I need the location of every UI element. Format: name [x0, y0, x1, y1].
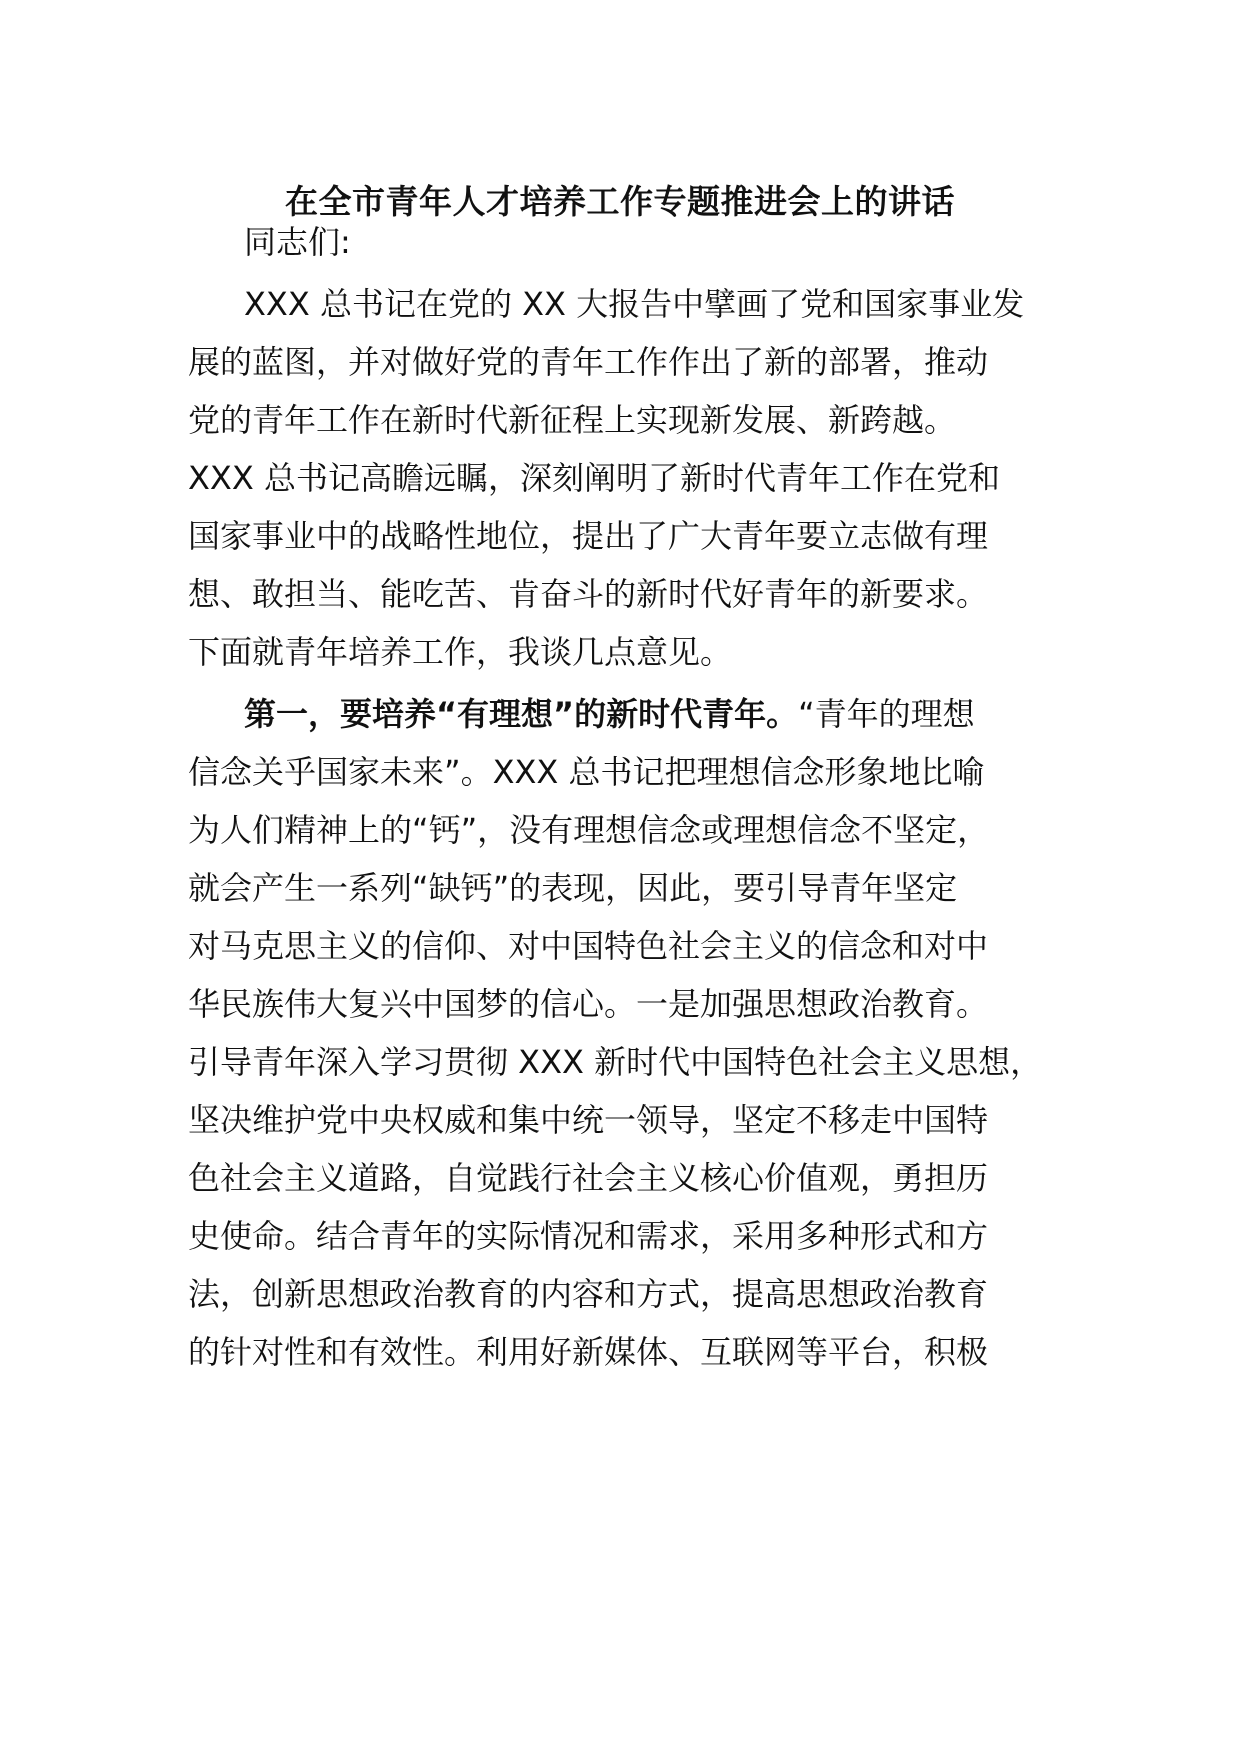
paragraph-line: 展的蓝图，并对做好党的青年工作作出了新的部署，推动	[188, 343, 989, 381]
paragraph-line: 党的青年工作在新时代新征程上实现新发展、新跨越。	[188, 401, 957, 439]
paragraph-line: 坚决维护党中央权威和集中统一领导，坚定不移走中国特	[188, 1101, 989, 1139]
paragraph-line: 信念关乎国家未来”。XXX 总书记把理想信念形象地比喻	[188, 753, 985, 791]
paragraph-line: 对马克思主义的信仰、对中国特色社会主义的信念和对中	[188, 927, 989, 965]
paragraph-line: 国家事业中的战略性地位，提出了广大青年要立志做有理	[188, 517, 989, 555]
paragraph-line: 想、敢担当、能吃苦、肯奋斗的新时代好青年的新要求。	[188, 575, 989, 613]
paragraph-line: 为人们精神上的“钙”，没有理想信念或理想信念不坚定，	[188, 811, 990, 849]
salutation: 同志们:	[244, 223, 351, 261]
paragraph-line: 引导青年深入学习贯彻 XXX 新时代中国特色社会主义思想，	[188, 1043, 1043, 1081]
paragraph-first-line	[244, 684, 975, 744]
page-title: 在全市青年人才培养工作专题推进会上的讲话	[285, 182, 955, 221]
section-heading: 第一，要培养“有理想”的新时代青年。	[244, 695, 799, 733]
paragraph-line: 就会产生一系列“缺钙”的表现，因此，要引导青年坚定	[188, 869, 958, 907]
paragraph-line: 华民族伟大复兴中国梦的信心。一是加强思想政治教育。	[188, 985, 989, 1023]
paragraph-text: “青年的理想	[798, 695, 975, 733]
paragraph-line: 下面就青年培养工作，我谈几点意见。	[188, 633, 733, 671]
paragraph-line: 法，创新思想政治教育的内容和方式，提高思想政治教育	[188, 1275, 989, 1313]
paragraph-line: 色社会主义道路，自觉践行社会主义核心价值观，勇担历	[188, 1159, 989, 1197]
paragraph-line: XXX 总书记高瞻远瞩，深刻阐明了新时代青年工作在党和	[188, 459, 1000, 497]
paragraph-line: XXX 总书记在党的 XX 大报告中擘画了党和国家事业发	[244, 285, 1025, 323]
paragraph-line: 的针对性和有效性。利用好新媒体、互联网等平台，积极	[188, 1333, 989, 1371]
paragraph-line: 史使命。结合青年的实际情况和需求，采用多种形式和方	[188, 1217, 989, 1255]
